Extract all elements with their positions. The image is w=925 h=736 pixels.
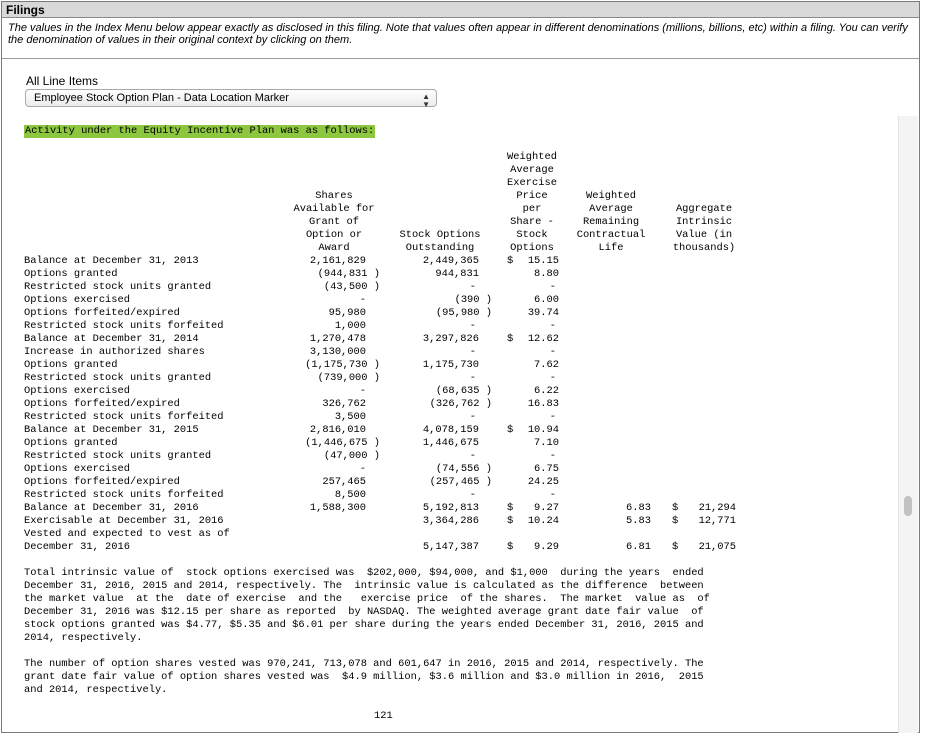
contractual-life-value: 6.83 (626, 502, 651, 514)
row-label: Balance at December 31, 2016 (24, 502, 199, 514)
currency-symbol: $ (672, 502, 679, 514)
price-value: 24.25 (527, 476, 559, 488)
shares-available-value: - (359, 463, 366, 475)
price-value: 6.75 (534, 463, 559, 475)
paragraph-line: Total intrinsic value of stock options exercised was $202,000, $94,000, and $1,000 during the years ended (24, 567, 704, 579)
column-header-line: Stock (516, 229, 548, 241)
row-label: Restricted stock units granted (24, 372, 212, 384)
stock-options-value: 1,175,730 (422, 359, 479, 371)
price-value: 10.24 (527, 515, 559, 527)
shares-available-value: (1,446,675 ) (305, 437, 380, 449)
divider (2, 58, 919, 59)
stock-options-value: (95,980 ) (435, 307, 492, 319)
column-header-line: Option or (305, 229, 363, 241)
column-header-line: Shares (315, 190, 353, 202)
shares-available-value: - (359, 294, 366, 306)
price-value: - (549, 489, 556, 501)
stock-options-value: - (469, 346, 476, 358)
paragraph-line: December 31, 2016, 2015 and 2014, respectively. The intrinsic value is calculated as the difference between (24, 580, 704, 592)
stock-options-value: - (469, 489, 476, 501)
row-label: Balance at December 31, 2014 (24, 333, 199, 345)
paragraph-line: December 31, 2016 was $12.15 per share as reported by NASDAQ. The weighted average grant date fair value of (24, 606, 704, 618)
shares-available-value: 95,980 (328, 307, 366, 319)
paragraph-line: and 2014, respectively. (24, 684, 168, 696)
currency-symbol: $ (672, 515, 679, 527)
row-label: Restricted stock units granted (24, 281, 212, 293)
stock-options-value: 1,446,675 (422, 437, 479, 449)
price-value: 9.27 (534, 502, 559, 514)
notice-text: The values in the Index Menu below appear exactly as disclosed in this filing. Note that values often appear in different denominations (millions, billions, etc) within a filing. You can verify the denomination of values in their original context by clicking on them. (8, 22, 908, 46)
price-value: 15.15 (527, 255, 559, 267)
stock-options-value: (326,762 ) (429, 398, 492, 410)
scrollbar-thumb[interactable] (904, 496, 912, 516)
shares-available-value: 2,161,829 (309, 255, 366, 267)
column-header-line: Remaining (582, 216, 640, 228)
row-label: Exercisable at December 31, 2016 (24, 515, 224, 527)
shares-available-value: (1,175,730 ) (305, 359, 380, 371)
row-label: Vested and expected to vest as of (24, 528, 230, 540)
column-header-line: Available for (293, 203, 375, 215)
row-label: Balance at December 31, 2013 (24, 255, 199, 267)
stock-options-value: - (469, 320, 476, 332)
shares-available-value: (739,000 ) (317, 372, 380, 384)
contractual-life-value: 5.83 (626, 515, 651, 527)
shares-available-value: 8,500 (334, 489, 366, 501)
row-label: Balance at December 31, 2015 (24, 424, 199, 436)
currency-symbol: $ (507, 255, 514, 267)
stock-options-value: 944,831 (435, 268, 479, 280)
intrinsic-value-value: 21,294 (698, 502, 736, 514)
price-value: 6.00 (534, 294, 559, 306)
shares-available-value: (944,831 ) (317, 268, 380, 280)
paragraph-line: grant date fair value of option shares vested was $4.9 million, $3.6 million and $3.0 million in 2016, 2015 (24, 671, 704, 683)
stock-options-value: 5,147,387 (422, 541, 479, 553)
document-content (4, 116, 897, 733)
column-header-line: Options (510, 242, 554, 254)
shares-available-value: - (359, 385, 366, 397)
row-label: Options forfeited/expired (24, 307, 180, 319)
row-label: Options forfeited/expired (24, 476, 180, 488)
column-header-line: Contractual (576, 229, 646, 241)
price-value: 10.94 (527, 424, 559, 436)
paragraph-line: 2014, respectively. (24, 632, 143, 644)
price-value: 7.62 (534, 359, 559, 371)
paragraph-line: stock options granted was $4.77, $5.35 and $6.01 per share during the years ended December 31, 2016, 2015 and (24, 619, 704, 631)
shares-available-value: 3,130,000 (309, 346, 366, 358)
shares-available-value: 3,500 (334, 411, 366, 423)
stock-options-value: (257,465 ) (429, 476, 492, 488)
column-header-line: Life (598, 242, 624, 254)
column-header-line: Award (318, 242, 350, 254)
currency-symbol: $ (507, 502, 514, 514)
intrinsic-value-value: 12,771 (698, 515, 736, 527)
column-header-line: Share - (510, 216, 554, 228)
vertical-scrollbar[interactable] (898, 116, 918, 733)
price-value: - (549, 411, 556, 423)
column-header-line: Aggregate (675, 203, 733, 215)
row-label: Options forfeited/expired (24, 398, 180, 410)
stock-options-value: 4,078,159 (422, 424, 479, 436)
row-label: Options exercised (24, 463, 131, 475)
price-value: 8.80 (534, 268, 559, 280)
currency-symbol: $ (672, 541, 679, 553)
stock-options-value: (74,556 ) (435, 463, 492, 475)
column-header-line: per (522, 203, 542, 215)
price-value: 6.22 (534, 385, 559, 397)
row-label: Options exercised (24, 385, 131, 397)
row-label: Increase in authorized shares (24, 346, 205, 358)
row-label: December 31, 2016 (24, 541, 131, 553)
stock-options-value: 3,364,286 (422, 515, 479, 527)
selected-value: Employee Stock Option Plan - Data Location Marker (34, 92, 289, 104)
contractual-life-value: 6.81 (626, 541, 651, 553)
row-label: Options granted (24, 359, 118, 371)
row-label: Restricted stock units forfeited (24, 320, 224, 332)
intro-highlight[interactable]: Activity under the Equity Incentive Plan was as follows: (25, 125, 375, 137)
price-value: 12.62 (527, 333, 559, 345)
currency-symbol: $ (507, 424, 514, 436)
stock-options-value: - (469, 450, 476, 462)
currency-symbol: $ (507, 541, 514, 553)
panel-title: Filings (2, 2, 919, 18)
line-items-select[interactable] (25, 89, 437, 107)
price-value: - (549, 346, 556, 358)
stock-options-value: - (469, 281, 476, 293)
column-header-line: Intrinsic (675, 216, 733, 228)
column-header-line: Outstanding (405, 242, 475, 254)
currency-symbol: $ (507, 333, 514, 345)
page-number: 121 (374, 710, 393, 722)
line-items-label: All Line Items (26, 74, 99, 88)
price-value: 39.74 (527, 307, 559, 319)
column-header-line: Value (in (675, 229, 733, 241)
column-header-line: Weighted (507, 151, 557, 163)
currency-symbol: $ (507, 515, 514, 527)
row-label: Restricted stock units forfeited (24, 489, 224, 501)
paragraph-line: The number of option shares vested was 970,241, 713,078 and 601,647 in 2016, 2015 and 2014, respectively. The (24, 658, 704, 670)
column-header-line: Grant of (309, 216, 359, 228)
intrinsic-value-value: 21,075 (698, 541, 736, 553)
stock-options-value: (68,635 ) (435, 385, 492, 397)
row-label: Options exercised (24, 294, 131, 306)
select-arrows-icon: ▲ ▼ (422, 92, 430, 109)
shares-available-value: 326,762 (322, 398, 366, 410)
column-header-line: Exercise (507, 177, 557, 189)
column-header-line: Stock Options (399, 229, 481, 241)
price-value: - (549, 450, 556, 462)
price-value: 9.29 (534, 541, 559, 553)
shares-available-value: 257,465 (322, 476, 366, 488)
price-value: - (549, 281, 556, 293)
price-value: 16.83 (527, 398, 559, 410)
column-header-line: Weighted (586, 190, 636, 202)
stock-options-value: - (469, 411, 476, 423)
paragraph-line: the market value at the date of exercise and the exercise price of the shares. The market value as of (24, 593, 710, 605)
shares-available-value: 2,816,010 (309, 424, 366, 436)
price-value: 7.10 (534, 437, 559, 449)
stock-options-value: 2,449,365 (422, 255, 479, 267)
row-label: Restricted stock units granted (24, 450, 212, 462)
price-value: - (549, 320, 556, 332)
shares-available-value: (47,000 ) (323, 450, 380, 462)
column-header-line: Average (589, 203, 633, 215)
row-label: Options granted (24, 437, 118, 449)
shares-available-value: 1,270,478 (309, 333, 366, 345)
stock-options-value: 5,192,813 (422, 502, 479, 514)
column-header-line: Price (516, 190, 548, 202)
stock-options-value: 3,297,826 (422, 333, 479, 345)
price-value: - (549, 372, 556, 384)
column-header-line: thousands) (672, 242, 736, 254)
row-label: Restricted stock units forfeited (24, 411, 224, 423)
shares-available-value: 1,588,300 (309, 502, 366, 514)
stock-options-value: (390 ) (454, 294, 492, 306)
column-header-line: Average (510, 164, 554, 176)
shares-available-value: (43,500 ) (323, 281, 380, 293)
row-label: Options granted (24, 268, 118, 280)
stock-options-value: - (469, 372, 476, 384)
shares-available-value: 1,000 (334, 320, 366, 332)
